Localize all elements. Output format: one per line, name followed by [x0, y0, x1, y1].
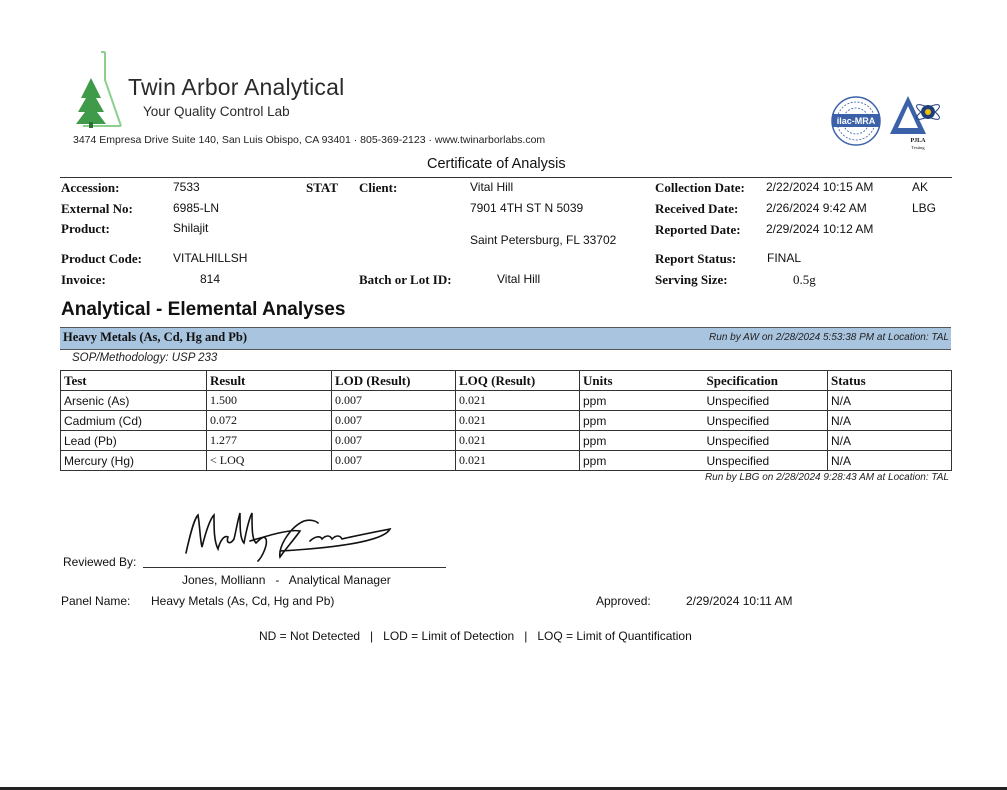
cell-lod: 0.007	[332, 451, 456, 471]
results-table	[60, 370, 952, 471]
stat-flag: STAT	[306, 180, 339, 195]
collection-date-label: Collection Date:	[655, 180, 745, 195]
external-no-label: External No:	[61, 201, 133, 216]
cell-test: Lead (Pb)	[61, 431, 207, 451]
cell-status: N/A	[828, 431, 952, 451]
cell-units: ppm	[580, 411, 704, 431]
cell-units: ppm	[580, 451, 704, 471]
received-date-value: 2/26/2024 9:42 AM	[766, 201, 867, 215]
cell-lod: 0.007	[332, 391, 456, 411]
certificate-title: Certificate of Analysis	[427, 156, 566, 172]
cell-status: N/A	[828, 451, 952, 471]
external-no-value: 6985-LN	[173, 201, 220, 215]
client-name: Vital Hill	[470, 180, 514, 194]
approved-label: Approved:	[596, 594, 651, 608]
client-address-line2: Saint Petersburg, FL 33702	[470, 233, 617, 247]
cell-spec: Unspecified	[704, 411, 828, 431]
reviewer-name: Jones, Molliann - Analytical Manager	[182, 573, 391, 587]
col-units: Units	[580, 371, 704, 391]
cell-units: ppm	[580, 431, 704, 451]
table-row	[61, 411, 952, 431]
reported-date-label: Reported Date:	[655, 222, 741, 237]
signature-image	[180, 505, 400, 565]
panel-name-value: Heavy Metals (As, Cd, Hg and Pb)	[151, 594, 335, 608]
col-status: Status	[828, 371, 952, 391]
collection-date-value: 2/22/2024 10:15 AM	[766, 180, 874, 194]
cell-status: N/A	[828, 391, 952, 411]
table-run-by: Run by LBG on 2/28/2024 9:28:43 AM at Location: TAL	[704, 472, 949, 483]
table-row	[61, 451, 952, 471]
received-initials: LBG	[912, 201, 937, 215]
cell-spec: Unspecified	[704, 451, 828, 471]
pjla-logo-subtext: Testing	[911, 145, 925, 150]
pjla-logo-text: PJLA	[910, 138, 926, 144]
cell-loq: 0.021	[456, 451, 580, 471]
report-status-label: Report Status:	[655, 251, 737, 266]
cell-result: 1.500	[207, 391, 332, 411]
table-row	[61, 431, 952, 451]
cell-result: 1.277	[207, 431, 332, 451]
signature-line	[143, 567, 446, 568]
collection-initials: AK	[912, 180, 929, 194]
serving-size-label: Serving Size:	[655, 272, 728, 287]
abbreviation-legend: ND = Not Detected | LOD = Limit of Detection | LOQ = Limit of Quantification	[259, 629, 692, 643]
logo-flask-tree-icon	[73, 50, 123, 130]
col-specification: Specification	[704, 371, 828, 391]
company-name: Twin Arbor Analytical	[128, 74, 345, 100]
batch-lot-label: Batch or Lot ID:	[359, 272, 452, 287]
accession-value: 7533	[173, 180, 200, 194]
received-date-label: Received Date:	[655, 201, 739, 216]
cell-lod: 0.007	[332, 411, 456, 431]
cell-lod: 0.007	[332, 431, 456, 451]
sop-methodology: SOP/Methodology: USP 233	[72, 352, 218, 364]
report-status-value: FINAL	[767, 251, 802, 265]
invoice-label: Invoice:	[61, 272, 106, 287]
client-label: Client:	[359, 180, 398, 195]
header-divider	[60, 177, 952, 178]
section-title: Analytical - Elemental Analyses	[61, 299, 346, 320]
company-tagline: Your Quality Control Lab	[143, 104, 290, 119]
panel-run-by: Run by AW on 2/28/2024 5:53:38 PM at Location: TAL	[709, 332, 949, 343]
cell-result: 0.072	[207, 411, 332, 431]
cell-test: Cadmium (Cd)	[61, 411, 207, 431]
product-code-value: VITALHILLSH	[173, 251, 248, 265]
panel-name-label: Panel Name:	[61, 594, 131, 608]
product-code-label: Product Code:	[61, 251, 143, 266]
cell-units: ppm	[580, 391, 704, 411]
col-loq: LOQ (Result)	[456, 371, 580, 391]
company-address: 3474 Empresa Drive Suite 140, San Luis Obispo, CA 93401 · 805-369-2123 · www.twinarborlabs.com	[73, 134, 546, 146]
reported-date-value: 2/29/2024 10:12 AM	[766, 222, 874, 236]
cell-test: Mercury (Hg)	[61, 451, 207, 471]
client-address-line1: 7901 4TH ST N 5039	[470, 201, 584, 215]
ilac-logo-text: ilac-MRA	[836, 116, 876, 126]
cell-spec: Unspecified	[704, 431, 828, 451]
accession-label: Accession:	[61, 180, 120, 195]
batch-lot-value: Vital Hill	[497, 272, 541, 286]
cell-loq: 0.021	[456, 391, 580, 411]
table-header-row	[61, 371, 952, 391]
approved-value: 2/29/2024 10:11 AM	[686, 594, 793, 608]
cell-result: < LOQ	[207, 451, 332, 471]
cell-loq: 0.021	[456, 411, 580, 431]
cell-status: N/A	[828, 411, 952, 431]
table-row	[61, 391, 952, 411]
serving-size-value: 0.5g	[793, 272, 816, 287]
cell-loq: 0.021	[456, 431, 580, 451]
col-result: Result	[207, 371, 332, 391]
pjla-logo-icon	[886, 92, 946, 152]
product-value: Shilajit	[173, 221, 209, 235]
reviewed-by-label: Reviewed By:	[63, 555, 137, 569]
col-lod: LOD (Result)	[332, 371, 456, 391]
cell-spec: Unspecified	[704, 391, 828, 411]
invoice-value: 814	[200, 272, 221, 286]
col-test: Test	[61, 371, 207, 391]
cell-test: Arsenic (As)	[61, 391, 207, 411]
product-label: Product:	[61, 221, 110, 236]
ilac-mra-logo-icon	[830, 95, 882, 147]
panel-title: Heavy Metals (As, Cd, Hg and Pb)	[63, 330, 248, 344]
